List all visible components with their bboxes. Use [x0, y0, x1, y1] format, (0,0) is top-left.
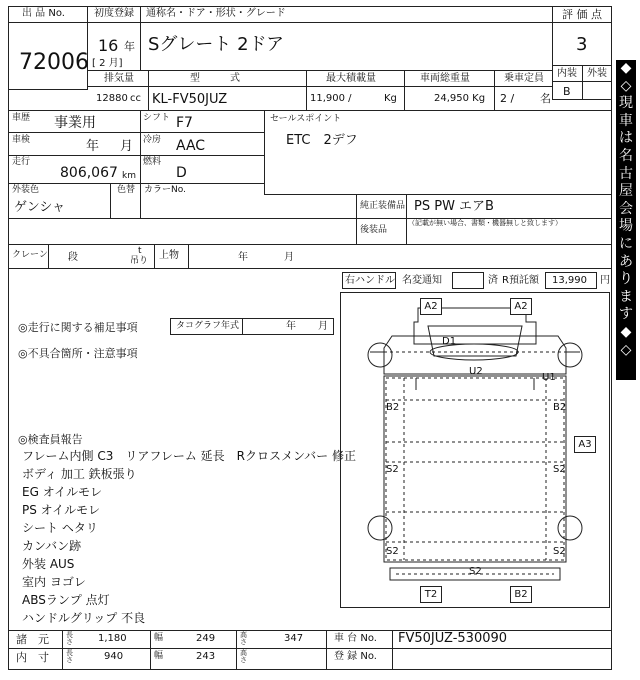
mark-windshield: D1	[442, 336, 457, 347]
name-label: 通称名・ドア・形状・グレード	[146, 8, 286, 19]
meter-change-label: 名変通知	[402, 275, 442, 286]
width-label: 幅	[154, 633, 164, 643]
dims-label: 諸 元	[16, 633, 49, 646]
inspector-line: シート ヘタリ	[22, 521, 98, 535]
score-value: 3	[576, 34, 588, 55]
mark-cab-right: U1	[542, 372, 556, 383]
r-meter-value: 13,990	[552, 275, 587, 286]
inspector-line: 外装 AUS	[22, 557, 75, 571]
exterior-color-label: 外装色	[12, 185, 40, 195]
banner-line: り	[619, 271, 633, 288]
std-equipment-value: PS PW エアB	[414, 199, 494, 214]
banner-line: ◇	[620, 77, 632, 94]
location-banner	[616, 60, 636, 380]
crane-stage-unit: 段	[68, 252, 78, 263]
mark-front-left: A2	[420, 298, 442, 315]
meter-change-box	[452, 272, 484, 289]
banner-line: に	[619, 235, 633, 252]
banner-line: ま	[619, 288, 633, 305]
sales-points-label: セールスポイント	[270, 114, 342, 124]
reg-label: 登 録 No.	[334, 651, 377, 662]
chassis-label: 車 台 No.	[334, 633, 377, 644]
banner-line: ◆	[620, 323, 632, 340]
r-meter-label: R預託額	[502, 275, 539, 286]
score-label: 評 価 点	[562, 8, 602, 21]
banner-line: 名	[619, 147, 633, 164]
aftermarket-note: （記載が無い場合、書類・機器無しと致します）	[408, 219, 562, 227]
banner-line: 古	[619, 165, 633, 182]
mark-cab-side: U2	[469, 366, 483, 377]
mark-rear-bumper-left: T2	[420, 586, 442, 603]
shift-value: F7	[176, 115, 193, 131]
truck-diagram	[340, 292, 610, 608]
history-value: 事業用	[54, 115, 96, 131]
banner-text	[0, 0, 16, 1]
sales-points-value: ETC 2デフ	[286, 133, 358, 148]
banner-line: ◆	[620, 60, 632, 76]
inspector-line: カンバン跡	[22, 539, 82, 553]
reg-month: [ 2 月]	[92, 58, 123, 69]
inspector-line: ハンドルグリップ 不良	[22, 611, 146, 625]
length-label: 長さ	[66, 631, 73, 646]
inspector-line: EG オイルモレ	[22, 485, 103, 499]
max-load-value: 11,900 /	[310, 93, 352, 104]
std-equipment-label: 純正装備品	[360, 201, 406, 211]
meter-change-note: 済	[488, 275, 498, 286]
max-load-label: 最大積載量	[326, 73, 376, 84]
banner-line: 会	[619, 200, 633, 217]
aftermarket-label: 後装品	[360, 225, 388, 235]
displacement-unit: cc	[130, 93, 141, 104]
crane-t-unit: t	[138, 246, 142, 256]
reg-year: 16	[98, 36, 119, 55]
banner-line: 車	[619, 112, 633, 129]
exterior-color-value: ゲンシャ	[14, 200, 66, 215]
mark-rear-left: S2	[386, 546, 399, 557]
inspection-label: 車検	[12, 135, 31, 145]
aircon-value: AAC	[176, 138, 206, 154]
inspector-line: ABSランプ 点灯	[22, 593, 110, 607]
height-value: 347	[284, 633, 304, 644]
upper-year-unit: 年	[238, 252, 248, 263]
upper-month-unit: 月	[284, 252, 294, 263]
chassis-number: FV50JUZ-530090	[398, 631, 508, 646]
banner-line: あ	[619, 253, 633, 270]
inner-width-value: 243	[196, 651, 216, 662]
banner-line: 屋	[619, 183, 633, 200]
banner-line: 場	[619, 218, 633, 235]
tachograph-month-unit: 月	[318, 321, 328, 332]
fuel-label: 燃料	[143, 157, 162, 167]
model-code: KL-FV50JUZ	[152, 92, 228, 107]
model-label: 型 式	[190, 73, 240, 84]
color-no-label: カラーNo.	[144, 185, 186, 195]
mark-rear-center: S2	[469, 566, 482, 577]
mark-rear-bumper-right: B2	[510, 586, 532, 603]
capacity-label: 乗車定員	[504, 73, 544, 84]
gross-weight-label: 車両総重量	[420, 73, 470, 84]
mileage-label: 走行	[12, 157, 31, 167]
inspector-line: PS オイルモレ	[22, 503, 101, 517]
model-name: Sグレート 2ドア	[148, 34, 285, 55]
banner-line: は	[619, 130, 633, 147]
defects-label: ◎不具合箇所・注意事項	[18, 347, 138, 360]
aircon-label: 冷房	[143, 135, 162, 145]
mark-side-right: A3	[574, 436, 596, 453]
color-change-label: 色替	[117, 185, 136, 195]
inner-dims-label: 内 寸	[16, 651, 49, 664]
width-value: 249	[196, 633, 216, 644]
mark-body-left-1: B2	[386, 402, 400, 413]
mark-rear-right: S2	[553, 546, 566, 557]
inner-width-label: 幅	[154, 651, 164, 661]
interior-grade: B	[563, 85, 571, 98]
max-load-unit: Kg	[384, 93, 397, 104]
inspector-line: フレーム内側 C3 リアフレーム 延長 Rクロスメンバー 修正	[22, 449, 356, 463]
inspection-year-unit: 年	[86, 139, 100, 154]
driving-notes-label: ◎走行に関する補足事項	[18, 321, 138, 334]
fuel-value: D	[176, 165, 187, 181]
inner-length-label: 長さ	[66, 649, 73, 664]
inner-length-value: 940	[104, 651, 124, 662]
crane-hook-unit: 吊り	[130, 256, 149, 266]
inspector-line: 室内 ヨゴレ	[22, 575, 86, 589]
mileage-unit: km	[122, 171, 136, 181]
r-meter-unit: 円	[600, 275, 610, 286]
first-reg-label: 初度登録	[94, 8, 134, 19]
inspector-label: ◎検査員報告	[18, 433, 83, 446]
banner-line: す	[619, 306, 633, 323]
gross-weight-value: 24,950 Kg	[434, 93, 486, 104]
inspection-month-unit: 月	[120, 139, 134, 154]
displacement-value: 12880	[96, 93, 128, 104]
capacity-unit: 名	[540, 92, 551, 105]
length-value: 1,180	[98, 633, 127, 644]
inner-height-label: 高さ	[240, 649, 247, 664]
crane-label: クレーン	[12, 250, 48, 260]
rhd-label: 右ハンドル	[345, 275, 395, 286]
lot-number: 72006	[19, 50, 89, 75]
mark-body-right-2: S2	[553, 464, 566, 475]
mileage-value: 806,067	[60, 165, 118, 181]
upper-label: 上物	[159, 250, 179, 261]
mark-body-right-1: B2	[553, 402, 567, 413]
height-label: 高さ	[240, 631, 247, 646]
tachograph-label: タコグラフ年式	[176, 321, 240, 331]
mark-body-left-2: S2	[386, 464, 399, 475]
history-label: 車歴	[12, 113, 31, 123]
inspector-line: ボディ 加工 鉄板張り	[22, 467, 137, 481]
interior-label: 内装	[557, 68, 577, 79]
exterior-label: 外装	[587, 68, 607, 79]
shift-label: シフト	[143, 113, 171, 123]
tachograph-year-unit: 年	[286, 321, 296, 332]
capacity-value: 2 /	[500, 92, 515, 105]
banner-line: 現	[619, 95, 633, 112]
banner-line: ◇	[620, 341, 632, 358]
reg-year-unit: 年	[124, 40, 135, 53]
lot-label: 出 品 No.	[22, 8, 65, 19]
displacement-label: 排気量	[104, 73, 134, 84]
mark-front-right: A2	[510, 298, 532, 315]
